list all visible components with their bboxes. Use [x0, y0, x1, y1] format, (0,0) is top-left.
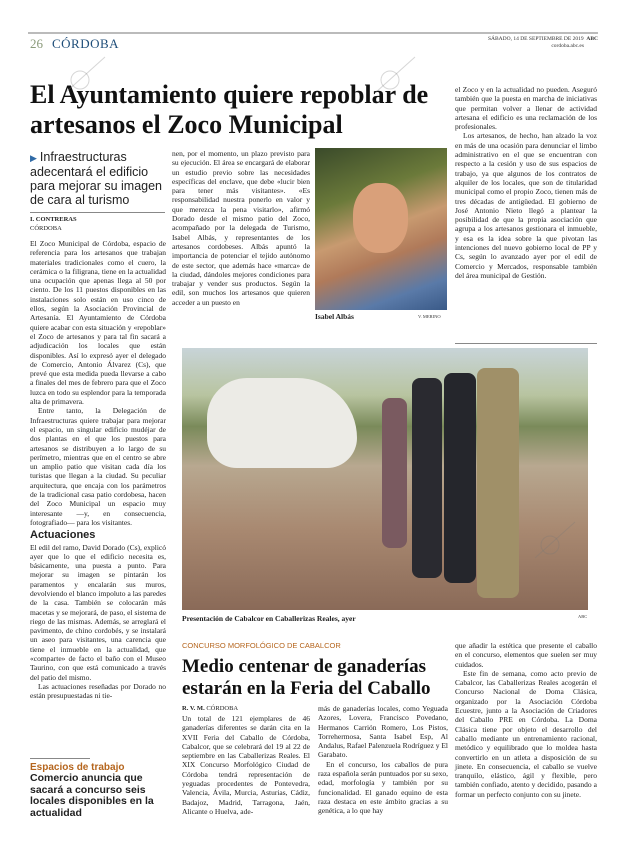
sidebar-headline: Comercio anuncia que sacará a concurso seis locales disponibles en la actualidad: [30, 772, 154, 819]
location: CÓRDOBA: [206, 705, 239, 712]
paragraph: El edil del ramo, David Dorado (Cs), explicó ayer que lo que el edificio necesita es, básicamente, una puesta a punto. Para mejorar su imagen se pintarán los paramentos y encalarán sus muros, devolviendo el blanco impoluto a las paredes de la casa. También se colocarán más macetas y se mejorará, de paso, el sistema de riego de las mismas. Además, se arreglará el pavimento, de chino cordobés, y se instalará un aseo para visitantes, una carencia que tiene el inmueble en la actualidad, que «comparte» de facto el baño con el Museo Taurino, con que está comunicado a través del patio del mismo.: [30, 542, 166, 682]
author: I. CONTRERAS: [30, 216, 77, 223]
paragraph: Los artesanos, de hecho, han alzado la voz en más de una ocasión para denunciar el limbo administrativo en el que se encuentran con respecto a la cesión y uso de sus espacios de trabajo, ya que algunos de los contratos de alquiler de los locales, que son de titularidad municipal como el propio Zoco, tienen más de tres décadas de antigüedad. El gobierno de José Antonio Nieto llegó a plantear la posibilidad de que la propia asociación que agrupa a los artesanos gestionara el inmueble, y esa es la idea sobre la que pivotan las intenciones del nuevo gobierno local de PP y Cs, según lo avanzado ayer por el edil de Comercio y Mercados, responsable también del área municipal de Gestión.: [455, 131, 597, 280]
subtitle: [30, 150, 168, 207]
paragraph: el Zoco y en la actualidad no pueden. Aseguró también que la puesta en marcha de iniciativas que permitan volver a llenar de actividad artesana el edificio es una reclamación de los profesionales.: [455, 85, 597, 132]
divider: [30, 212, 165, 213]
url: cordoba.abc.es: [551, 43, 584, 49]
location: CÓRDOBA: [30, 225, 62, 232]
paragraph: nen, por el momento, un plazo previsto para su ejecución. El área se encargará de elaborar un estudio previo sobre las necesidades específicas del enclave, que debe «lucir bien para tener más visitantes». «Es responsabilidad nuestra ponerlo en valor y que merezca la pena visitarlo», afirmó Dorado desde el mismo patio del Zoco, acompañado por la delegada de Turismo, Isabel Albás, y representantes de los artesanos cordobeses. Albás apuntó la importancia de potenciar el tejido autónomo de este sector, que además hace «marca» de la ciudad, dándoles mejores condiciones para trabajar y vender sus productos. Según la edil, son muchos los artesanos que quieren acceder a un puesto en: [172, 149, 310, 307]
article1-col1: [30, 239, 166, 701]
main-photo-credit: ABC: [578, 614, 588, 619]
photo-caption: Isabel Albás: [315, 312, 354, 321]
main-headline: El Ayuntamiento quiere repoblar de artesanos el Zoco Municipal: [30, 80, 429, 139]
header-dateline: [488, 36, 598, 50]
divider: [30, 758, 90, 759]
sidebar-box: [30, 762, 166, 819]
paragraph: que añadir la estética que presente el caballo en el concurso, elementos que suelen ser muy cuidados.: [455, 641, 597, 669]
paragraph: Este fin de semana, como acto previo de Cabalcor, las Caballerizas Reales acogerán el Concurso Nacional de Doma Clásica, organizado por la Asociación Córdoba Ecuestre, junto a la Asociación de Criadores del Caballo PRE en Córdoba. La Doma Clásica tiene por objeto el desarrollo del caballo mediante un entrenamiento racional, metódico y equilibrado que lo moldea hasta convertirlo en un atleta a disposición de su jinete. En consecuencia, el caballo se vuelve tranquilo, elástico, ágil y flexible, pero también confiado, atento y decidido, pasando a formar un perfecto conjunto con su jinete.: [455, 668, 597, 799]
page-number: 26: [30, 36, 43, 51]
main-photo-caption: Presentación de Cabalcor en Caballerizas Reales, ayer: [182, 614, 356, 623]
section-title: CÓRDOBA: [52, 36, 120, 51]
paragraph: Un total de 121 ejemplares de 46 ganaderías diferentes se darán cita en la XVII Feria del Caballo de Córdoba, Cabalcor, que se celebrará del 19 al 22 de septiembre en las Caballerizas Reales. El XIX Concurso Morfológico Ciudad de Córdoba tendrá representación de yeguadas procedentes de Pontevedra, Valencia, Ávila, Murcia, Asturias, Cádiz, Badajoz, Madrid, Tarragona, Jaén, Alicante o Huelva, ade-: [182, 714, 310, 816]
article2-headline: Medio centenar de ganaderías estarán en la Feria del Caballo: [182, 656, 431, 699]
byline: [30, 215, 77, 233]
paragraph: más de ganaderías locales, como Yeguada Azores, Lovera, Francisco Povedano, Hermanos Carrión Romero, Los Pistos, Torrehermosa, Santa Isabel Esp, Al Andalus, Rafael Palenzuela Rodríguez y El Garabato.: [318, 704, 448, 760]
brand: ABC: [586, 36, 598, 42]
arrow-icon: ▶: [30, 153, 37, 163]
paragraph: En el concurso, los caballos de pura raza española serán puntuados por su sexo, edad, morfología y también por su funcionalidad. El ganado equino de esta raza destaca en este ámbito gracias a su genética, a lo que hay: [318, 759, 448, 816]
date: SÁBADO, 14 DE SEPTIEMBRE DE 2019: [487, 36, 584, 42]
isabel-albas-photo: [315, 148, 447, 310]
divider: [455, 343, 597, 344]
sidebar-tag: Espacios de trabajo: [30, 762, 125, 773]
article2-col3: [455, 641, 597, 799]
photo-credit: V. MERINO: [418, 314, 441, 319]
subhead: Actuaciones: [30, 529, 96, 542]
header-rule: [28, 32, 598, 34]
article2-col1: [182, 714, 310, 816]
author: R. V. M.: [182, 705, 205, 712]
article2-tag: CONCURSO MORFOLÓGICO DE CABALCOR: [182, 641, 341, 650]
article1-col3: [455, 85, 597, 280]
subtitle-text: Infraestructuras adecentará el edificio para mejorar su imagen de cara al turismo: [30, 150, 163, 207]
paragraph: Las actuaciones reseñadas por Dorado no están presupuestadas ni tie-: [30, 681, 166, 701]
article2-col2: [318, 704, 448, 816]
paragraph: Entre tanto, la Delegación de Infraestructuras quiere trabajar para mejorar el espacio, un singular edificio mudéjar de dos plantas en el que los puestos para artesanos se distribuyen a lo largo de su perímetro, mientras que en el centro se abre un amplio patio que visitan cada día los turistas que llegan a la ciudad. Su peculiar arquitectura, que encaja con los parámetros de la tradicional casa patio cordobesa, hacen del Zoco Municipal un espacio muy interesante —y, en consecuencia, fotografiado— para los visitantes.: [30, 406, 166, 527]
article1-col2: [172, 149, 310, 307]
paragraph: El Zoco Municipal de Córdoba, espacio de referencia para los artesanos que trabajan materiales tradicionales como el cuero, la cerámica o la filigrana, tiene en la actualidad una ocupación que apenas llega al 50 por ciento. De los 11 puestos disponibles en las instalaciones solo están en uso cinco de ellos, según la Asociación Provincial de Artesanía. El Ayuntamiento de Córdoba quiere acabar con esta situación y «repoblar» el Zoco de artesanos y para tal fin sacará a adjudicación los locales que están disponibles. Así lo expresó ayer el delegado de Comercio, Antonio Álvarez (Cs), que prevé que esta medida pueda llevarse a cabo a finales del mes de febrero para que el Zoco luzca en todo su esplendor para la temporada alta de primavera.: [30, 239, 166, 407]
cabalcor-presentation-photo: [182, 348, 588, 610]
article2-byline: [182, 704, 238, 713]
